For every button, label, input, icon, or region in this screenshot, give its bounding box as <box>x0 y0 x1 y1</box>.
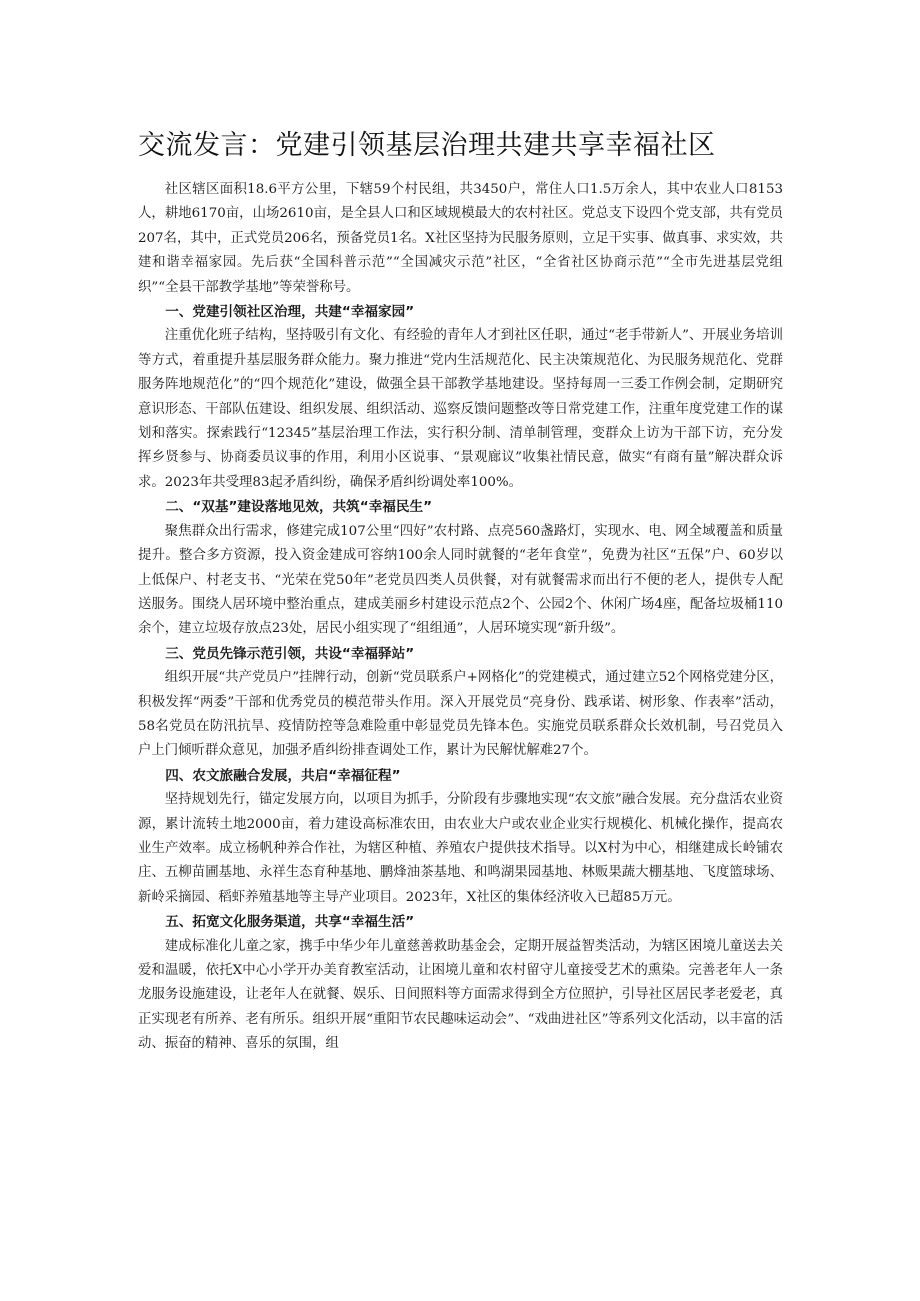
section-4-heading: 四、农文旅融合发展，共启“幸福征程” <box>165 767 401 784</box>
section-3-body: 组织开展“共产党员户”挂牌行动，创新“党员联系户+网格化”的党建模式，通过建立52个网格党建分区，积极发挥“两委”干部和优秀党员的模范带头作用。深入开展党员“亮身份、践承诺、树形象、作表率”活动，58名党员在防汛抗旱、疫情防控等急难险重中彰显党员先锋本色。实施党员联系群众长效机制，号召党员入户上门倾听群众意见，加强矛盾纠纷排查调处工作，累计为民解忧解难27个。 <box>138 670 783 759</box>
section-4-body: 坚持规划先行，锚定发展方向，以项目为抓手，分阶段有步骤地实现“农文旅”融合发展。充分盘活农业资源，累计流转土地2000亩，着力建设高标准农田，由农业大户或农业企业实行规模化、机械化操作，提高农业生产效率。成立杨帆种养合作社，为辖区种植、养殖农户提供技术指导。以X村为中心，相继建成长岭铺农庄、五柳苗圃基地、永祥生态育种基地、鹏烽油茶基地、和鸣湖果园基地、林贩果蔬大棚基地、飞度篮球场、新岭采摘园、稻虾养殖基地等主导产业项目。2023年，X社区的集体经济收入已超85万元。 <box>138 792 783 905</box>
document-title: 交流发言：党建引领基层治理共建共享幸福社区 <box>138 130 716 161</box>
section-1-body: 注重优化班子结构，坚持吸引有文化、有经验的青年人才到社区任职，通过“老手带新人”、开展业务培训等方式，着重提升基层服务群众能力。聚力推进“党内生活规范化、民主决策规范化、为民服务规范化、党群服务阵地规范化”的“四个规范化”建设，做强全县干部教学基地建设。坚持每周一三委工作例会制，定期研究意识形态、干部队伍建设、组织发展、组织活动、巡察反馈问题整改等日常党建工作，注重年度党建工作的谋划和落实。探索践行“12345”基层治理工作法，实行积分制、清单制管理，变群众上访为干部下访，充分发挥乡贤参与、协商委员议事的作用，利用小区说事、“景观廊议”收集社情民意，做实“有商有量”解决群众诉求。2023年共受理83起矛盾纠纷，确保矛盾纠纷调处率100%。 <box>138 328 783 490</box>
section-2-body: 聚焦群众出行需求，修建完成107公里“四好”农村路、点亮560盏路灯，实现水、电、网全域覆盖和质量提升。整合多方资源，投入资金建成可容纳100余人同时就餐的“老年食堂”，免费为社区“五保”户、60岁以上低保户、村老支书、“光荣在党50年”老党员四类人员供餐，对有就餐需求而出行不便的老人，提供专人配送服务。围绕人居环境中整治重点，建成美丽乡村建设示范点2个、公园2个、休闲广场4座，配备垃圾桶110余个，建立垃圾存放点23处，居民小组实现了“组组通”，人居环境实现“新升级”。 <box>138 523 783 637</box>
section-5-heading: 五、拓宽文化服务渠道，共享“幸福生活” <box>165 914 415 931</box>
section-3-heading: 三、党员先锋示范引领，共设“幸福驿站” <box>165 645 415 662</box>
document-page <box>138 128 783 1057</box>
intro-paragraph: 社区辖区面积18.6平方公里，下辖59个村民组，共3450户，常住人口1.5万余人，其中农业人口8153人，耕地6170亩，山场2610亩，是全县人口和区域规模最大的农村社区。党总支下设四个党支部，共有党员207名，其中，正式党员206名，预备党员1名。X社区坚持为民服务原则，立足干实事、做真事、求实效，共建和谐幸福家园。先后获“全国科普示范”“全国减灾示范”社区，“全省社区协商示范”“全市先进基层党组织”“全县干部教学基地”等荣誉称号。 <box>138 182 783 295</box>
section-5-body: 建成标准化儿童之家，携手中华少年儿童慈善救助基金会，定期开展益智类活动，为辖区困境儿童送去关爱和温暖，依托X中心小学开办美育教室活动，让困境儿童和农村留守儿童接受艺术的熏染。完善老年人一条龙服务设施建设，让老年人在就餐、娱乐、日间照料等方面需求得到全方位照护，引导社区居民孝老爱老，真正实现老有所养、老有所乐。组织开展“重阳节农民趣味运动会”、“戏曲进社区”等系列文化活动，以丰富的活动、振奋的精神、喜乐的氛围，组 <box>138 938 783 1052</box>
section-2-heading: 二、“双基”建设落地见效，共筑“幸福民生” <box>165 499 433 516</box>
section-1-heading: 一、党建引领社区治理，共建“幸福家园” <box>165 304 415 321</box>
